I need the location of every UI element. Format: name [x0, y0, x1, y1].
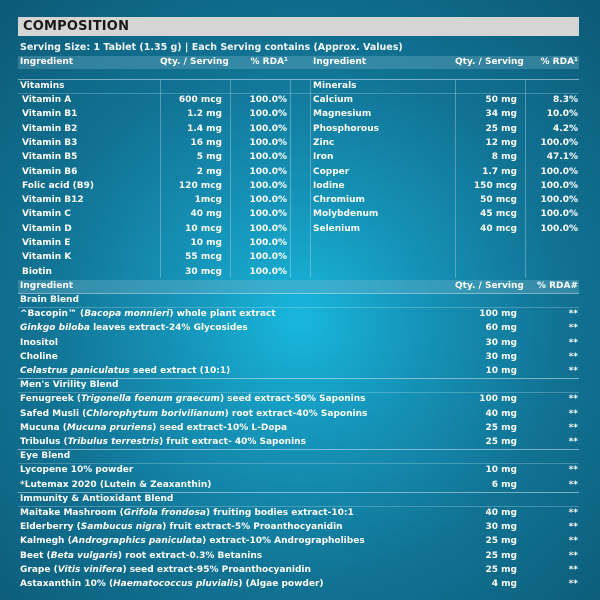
vitamin-rda: 100.0% [249, 266, 287, 277]
vitamin-name: Vitamin C [22, 209, 71, 220]
vitamin-qty: 120 mcg [178, 180, 222, 191]
mineral-qty: 8 mg [491, 152, 517, 163]
ingredient-botanical-name: Bacopa monnieri [84, 309, 170, 320]
ingredient-text: ) (Algae powder) [238, 579, 324, 589]
mineral-rda: 100.0% [540, 223, 578, 234]
mineral-name: Chromium [313, 195, 365, 206]
mineral-rda: 8.3% [553, 95, 578, 105]
blend-ingredient [20, 535, 365, 548]
mineral-rda: 100.0% [540, 195, 578, 206]
ingredient-botanical-name: Vitis vinifera [57, 564, 123, 575]
blend-rda: ** [568, 323, 578, 334]
ingredient-text: ) extract-10% Andrographolibes [202, 536, 365, 547]
vitamin-qty: 1mcg [194, 195, 222, 206]
vitamin-qty: 30 mcg [185, 266, 222, 277]
vitamin-rda: 100.0% [249, 252, 287, 263]
blend-ingredient [20, 521, 343, 534]
mineral-qty: 50 mg [485, 95, 517, 105]
blend-rda: ** [568, 437, 578, 447]
vitamin-rda: 100.0% [249, 166, 287, 177]
blend-rda: ** [568, 309, 578, 320]
blend-rda: ** [568, 351, 578, 362]
blend-qty: 30 mg [485, 337, 517, 348]
vitamin-name: Vitamin K [22, 252, 72, 263]
ingredient-botanical-name: Haematococcus pluvialis [113, 579, 239, 589]
ingredient-botanical-name: Beta vulgaris [50, 550, 118, 561]
header-ingredient: Ingredient [20, 57, 74, 67]
divider [18, 449, 579, 450]
ingredient-text: ) root extract-40% Saponins [224, 408, 368, 419]
mineral-qty: 40 mcg [480, 223, 517, 234]
ingredient-text: ^Bacopin™ ( [20, 309, 85, 320]
blend-rda: ** [568, 394, 578, 405]
blend-qty: 40 mg [485, 408, 517, 419]
ingredient-text: Maitake Mashroom ( [20, 508, 124, 518]
mineral-qty: 1.7 mg [482, 166, 517, 177]
blend-ingredient [20, 351, 58, 364]
ingredient-botanical-name: Mucuna pruriens [66, 422, 153, 433]
mineral-name: Iron [313, 152, 334, 163]
ingredient-botanical-name: Celastrus paniculatus [20, 366, 130, 376]
blend-ingredient [20, 436, 306, 449]
vitamin-name: Vitamin D [22, 223, 72, 234]
blend-qty: 40 mg [485, 508, 517, 518]
mineral-rda: 10.0% [546, 109, 578, 120]
vitamin-qty: 10 mcg [185, 223, 222, 234]
blend-qty: 30 mg [485, 522, 517, 533]
section-virility: Men's Virility Blend [20, 380, 119, 391]
ingredient-text: ) fruiting bodies extract-10:1 [206, 508, 354, 518]
mineral-name: Copper [313, 166, 350, 177]
vitamin-rda: 100.0% [249, 180, 287, 191]
page-title: COMPOSITION [18, 17, 579, 36]
mineral-name: Iodine [313, 180, 345, 191]
mineral-rda: 100.0% [540, 137, 578, 148]
vitamin-name: Vitamin E [22, 238, 71, 248]
vitamin-name: Vitamin B3 [22, 137, 78, 148]
section-vitamins: Vitamins [20, 81, 65, 91]
blend-qty: 25 mg [485, 536, 517, 547]
vitamin-rda: 100.0% [249, 152, 287, 163]
blend-ingredient [20, 564, 311, 577]
ingredient-text: leaves extract-24% Glycosides [89, 323, 248, 334]
divider [525, 80, 526, 278]
vitamin-name: Vitamin B2 [22, 123, 78, 134]
ingredient-text: Inositol [20, 337, 58, 348]
vitamin-rda: 100.0% [249, 223, 287, 234]
blend-rda: ** [568, 564, 578, 575]
divider [310, 80, 311, 278]
ingredient-text: Lycopene 10% powder [20, 465, 134, 476]
header-ingredient-2: Ingredient [313, 57, 367, 67]
blend-rda: ** [568, 550, 578, 561]
ingredient-text: ) seed extract-10% L-Dopa [152, 422, 288, 433]
blend-header-rda: % RDA# [536, 281, 578, 291]
blend-qty: 60 mg [485, 323, 517, 334]
ingredient-text: ) seed extract-50% Saponins [219, 394, 366, 405]
ingredient-botanical-name: Sambucus nigra [80, 522, 163, 533]
serving-info: Serving Size: 1 Tablet (1.35 g) | Each Serving contains (Approx. Values) [20, 42, 403, 53]
vitamin-name: Vitamin A [22, 95, 72, 105]
blend-qty: 100 mg [479, 309, 517, 320]
blend-qty: 100 mg [479, 394, 517, 405]
mineral-name: Selenium [313, 223, 361, 234]
ingredient-text: Beet ( [20, 550, 51, 561]
blend-qty: 30 mg [485, 351, 517, 362]
vitamin-rda: 100.0% [249, 195, 287, 206]
vitamin-qty: 5 mg [196, 152, 222, 163]
blend-rda: ** [568, 337, 578, 348]
vitamin-qty: 1.4 mg [187, 123, 222, 134]
vitamin-rda: 100.0% [249, 209, 287, 220]
blend-rda: ** [568, 536, 578, 547]
blend-ingredient [20, 464, 133, 477]
ingredient-text: ) root extract-0.3% Betanins [117, 550, 263, 561]
blend-ingredient [20, 322, 248, 335]
blend-ingredient [20, 550, 262, 563]
blend-qty: 10 mg [485, 366, 517, 376]
blend-ingredient [20, 479, 211, 492]
mineral-rda: 100.0% [540, 166, 578, 177]
blend-ingredient [20, 337, 58, 350]
ingredient-text: Grape ( [20, 564, 58, 575]
blend-qty: 25 mg [485, 564, 517, 575]
ingredient-text: Tribulus ( [20, 437, 68, 447]
vitamin-rda: 100.0% [249, 123, 287, 134]
blend-qty: 10 mg [485, 465, 517, 476]
mineral-name: Magnesium [313, 109, 372, 120]
vitamin-rda: 100.0% [249, 238, 287, 248]
mineral-name: Calcium [313, 95, 353, 105]
vitamin-name: Folic acid (B9) [22, 180, 95, 191]
blend-rda: ** [568, 408, 578, 419]
blend-ingredient [20, 408, 367, 421]
divider [18, 293, 579, 294]
ingredient-botanical-name: Andrographics paniculata [71, 536, 203, 547]
vitamin-rda: 100.0% [249, 137, 287, 148]
blend-rda: ** [568, 479, 578, 490]
mineral-rda: 100.0% [540, 180, 578, 191]
section-minerals: Minerals [313, 81, 357, 91]
divider [230, 80, 231, 278]
divider [290, 80, 291, 278]
mineral-rda: 47.1% [546, 152, 578, 163]
vitamin-name: Vitamin B1 [22, 109, 78, 120]
blend-rda: ** [568, 465, 578, 476]
blend-qty: 25 mg [485, 550, 517, 561]
mineral-qty: 25 mg [485, 123, 517, 134]
section-eye: Eye Blend [20, 451, 71, 462]
blend-qty: 25 mg [485, 422, 517, 433]
ingredient-text: ) whole plant extract [169, 309, 276, 320]
vitamin-name: Vitamin B5 [22, 152, 78, 163]
blend-ingredient [20, 365, 230, 378]
ingredient-text: *Lutemax 2020 (Lutein & Zeaxanthin) [20, 479, 212, 490]
blend-qty: 4 mg [491, 579, 517, 589]
mineral-name: Molybdenum [313, 209, 379, 220]
blend-qty: 6 mg [491, 479, 517, 490]
mineral-rda: 4.2% [553, 123, 578, 134]
blend-qty: 25 mg [485, 437, 517, 447]
blend-ingredient [20, 578, 324, 591]
mineral-qty: 34 mg [485, 109, 517, 120]
ingredient-botanical-name: Ginkgo biloba [20, 323, 90, 334]
vitamin-qty: 600 mcg [178, 95, 222, 105]
vitamin-qty: 10 mg [190, 238, 222, 248]
blend-ingredient [20, 308, 276, 321]
blend-ingredient [20, 422, 287, 435]
blend-ingredient [20, 393, 366, 406]
vitamin-rda: 100.0% [249, 109, 287, 120]
ingredient-botanical-name: Chlorophytum borivilianum [86, 408, 225, 419]
blend-rda: ** [568, 508, 578, 518]
blend-rda: ** [568, 522, 578, 533]
mineral-qty: 150 mcg [473, 180, 517, 191]
blend-ingredient [20, 507, 354, 520]
vitamin-name: Biotin [22, 266, 52, 277]
ingredient-text: Fenugreek ( [20, 394, 82, 405]
ingredient-botanical-name: Tribulus terrestris [67, 437, 160, 447]
vitamin-qty: 2 mg [196, 166, 222, 177]
section-immunity: Immunity & Antioxidant Blend [20, 493, 174, 504]
ingredient-text: Elderberry ( [20, 522, 81, 533]
ingredient-text: seed extract (10:1) [129, 366, 231, 376]
divider [18, 79, 579, 80]
mineral-qty: 45 mcg [480, 209, 517, 220]
ingredient-text: ) fruit extract- 40% Saponins [159, 437, 306, 447]
header-rda-2: % RDA¹ [540, 57, 578, 67]
ingredient-text: Choline [20, 351, 58, 362]
blend-rda: ** [568, 579, 578, 589]
ingredient-text: ) fruit extract-5% Proanthocyanidin [162, 522, 343, 533]
blend-header-ingredient: Ingredient [20, 281, 74, 291]
mineral-qty: 50 mcg [480, 195, 517, 206]
vitamin-qty: 55 mcg [185, 252, 222, 263]
ingredient-text: Mucuna ( [20, 422, 67, 433]
mineral-rda: 100.0% [540, 209, 578, 220]
blend-rda: ** [568, 366, 578, 376]
ingredient-text: Astaxanthin 10% ( [20, 579, 114, 589]
mineral-name: Zinc [313, 137, 335, 148]
ingredient-text: Safed Musli ( [20, 408, 87, 419]
vitamin-qty: 1.2 mg [187, 109, 222, 120]
mineral-name: Phosphorous [313, 123, 379, 134]
header-qty-2: Qty. / Serving [455, 57, 524, 67]
section-brain: Brain Blend [20, 295, 79, 305]
ingredient-text: Kalmegh ( [20, 536, 72, 547]
vitamin-qty: 16 mg [190, 137, 222, 148]
ingredient-botanical-name: Trigonella foenum graecum [81, 394, 220, 405]
blend-header-qty: Qty. / Serving [455, 281, 524, 291]
ingredient-text: ) seed extract-95% Proanthocyanidin [122, 564, 311, 575]
blend-rda: ** [568, 422, 578, 433]
header-rda: % RDA¹ [250, 57, 288, 67]
header-qty: Qty. / Serving [160, 57, 229, 67]
ingredient-botanical-name: Grifola frondosa [123, 508, 207, 518]
vitamin-name: Vitamin B12 [22, 195, 84, 206]
vitamin-name: Vitamin B6 [22, 166, 78, 177]
mineral-qty: 12 mg [485, 137, 517, 148]
vitamin-qty: 40 mg [190, 209, 222, 220]
vitamin-rda: 100.0% [249, 95, 287, 105]
